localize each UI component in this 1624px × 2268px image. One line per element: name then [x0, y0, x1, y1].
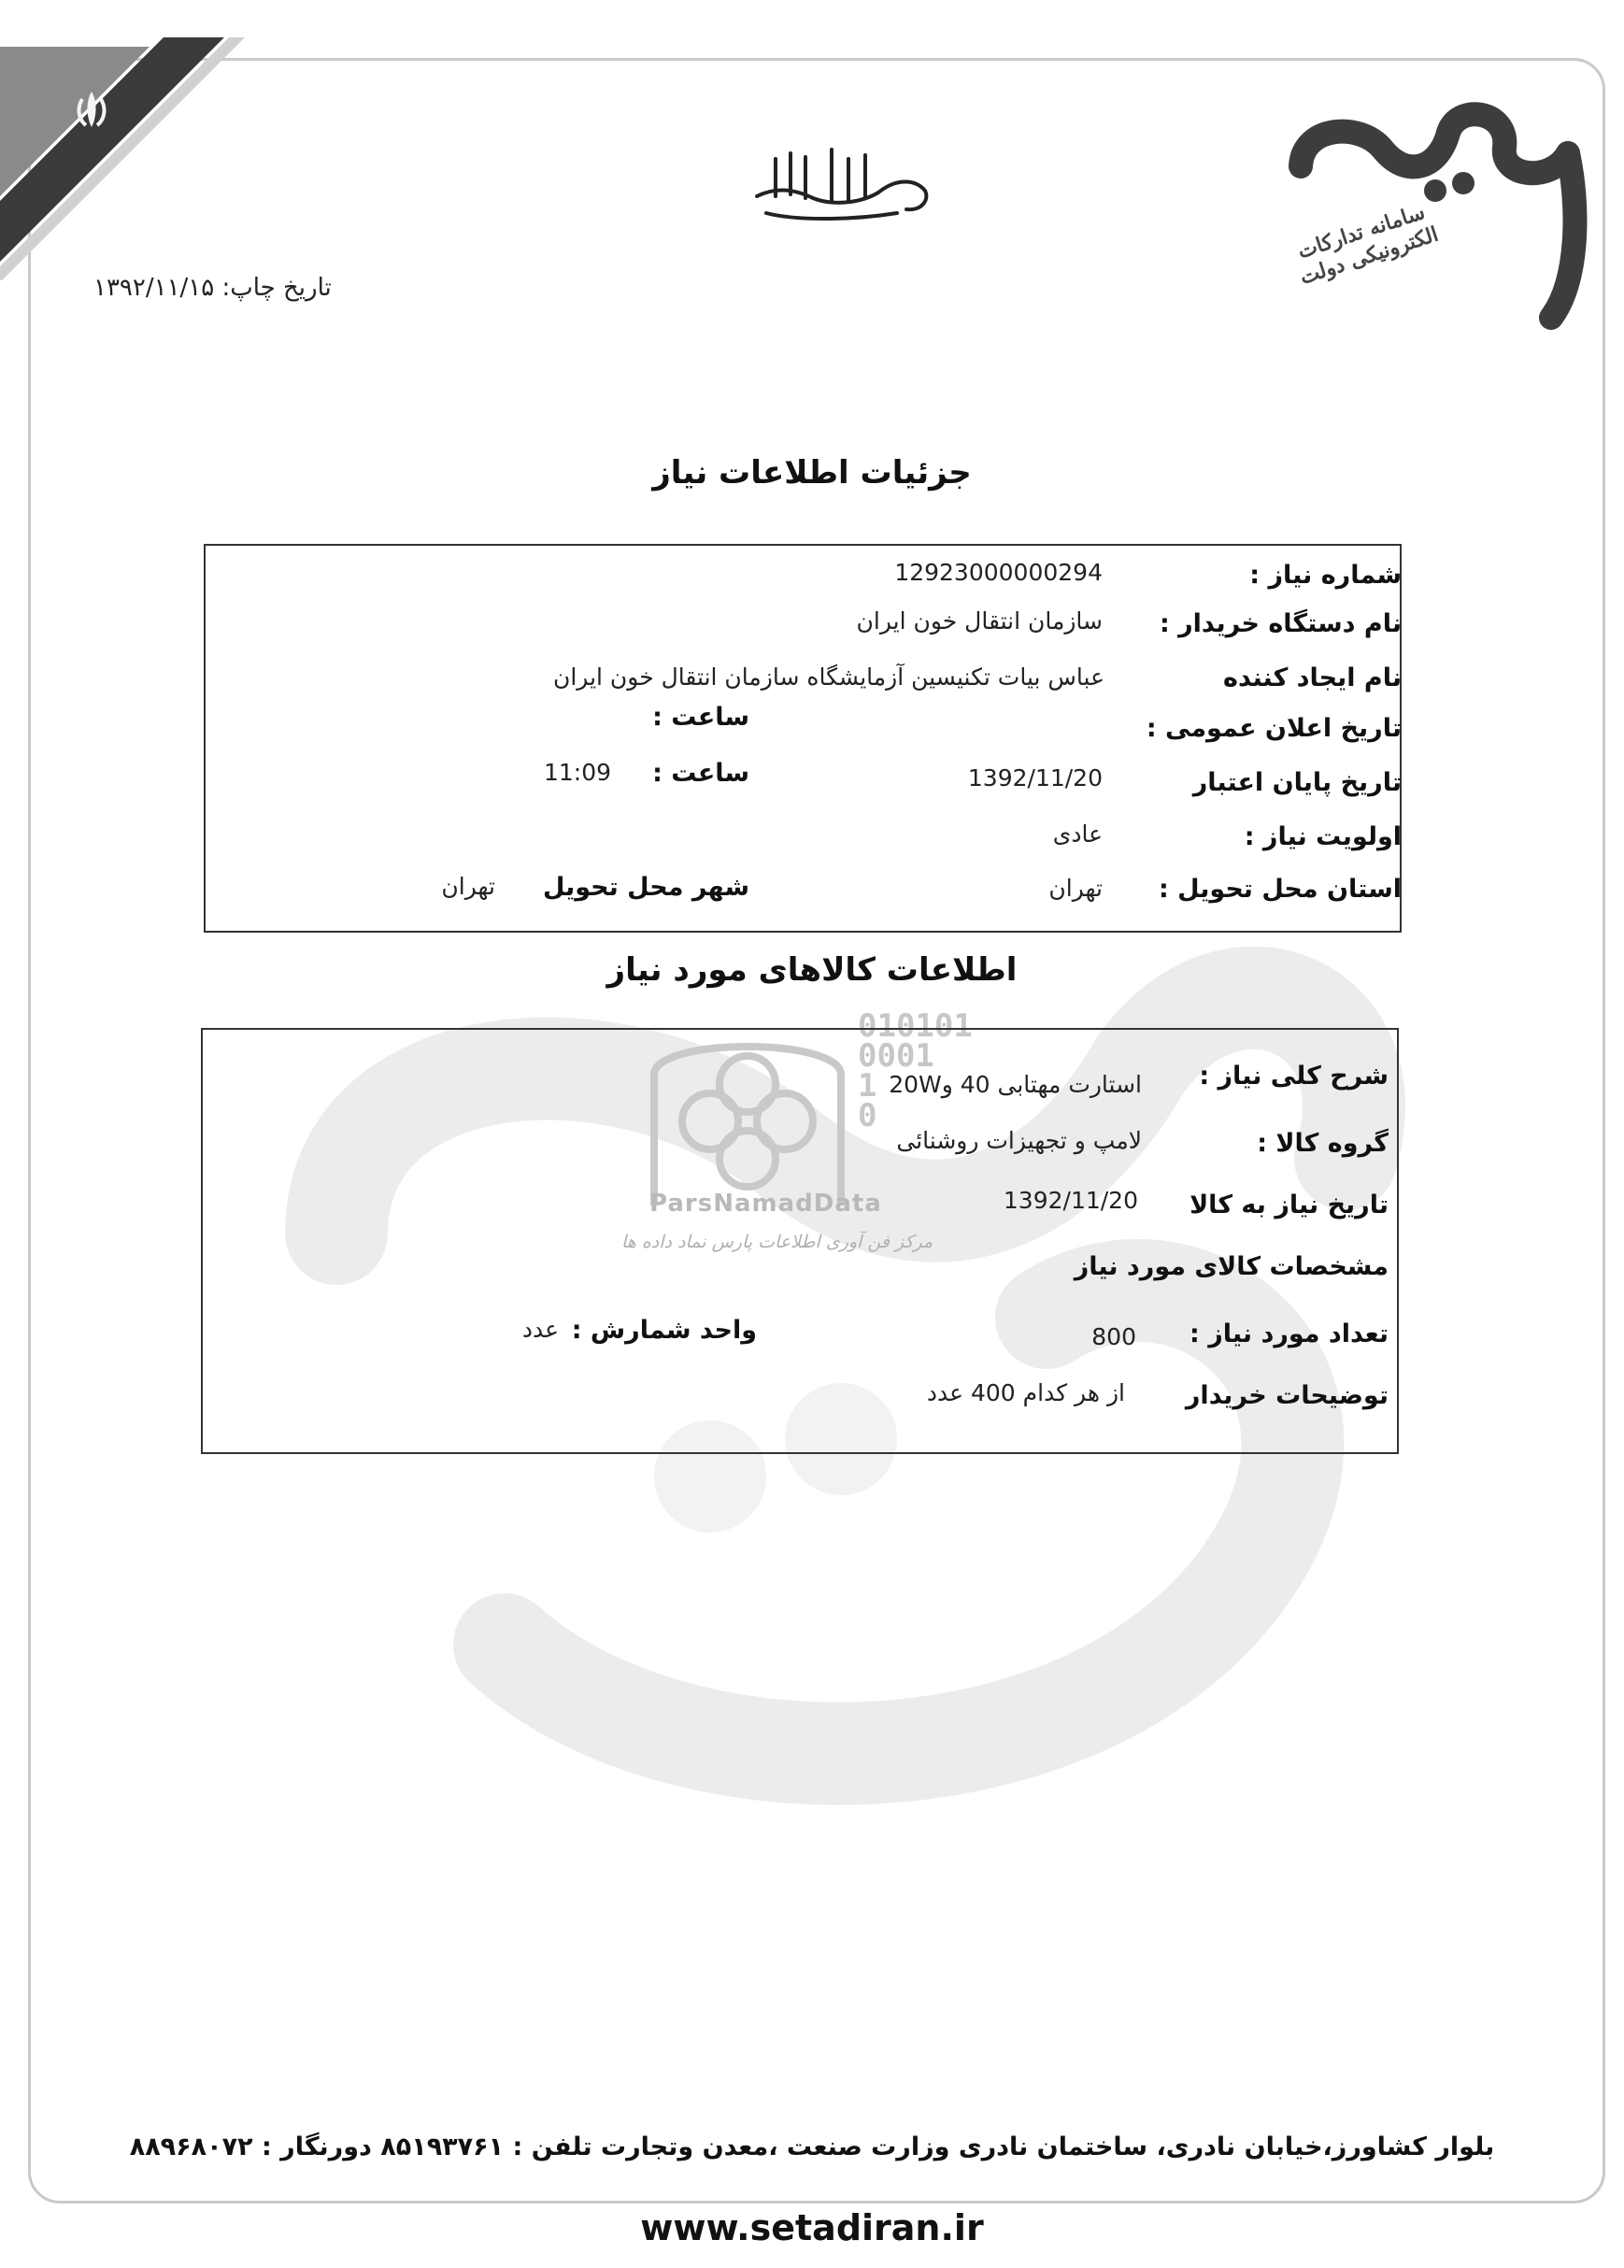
group-value: لامپ و تجهیزات روشنائی [896, 1127, 1142, 1154]
buyer-notes-label: توضیحات خریدار [1185, 1381, 1389, 1410]
section-title-goods-info: اطلاعات کالاهای مورد نیاز [606, 951, 1018, 989]
basmala-calligraphy [738, 131, 944, 234]
qty-label: تعداد مورد نیاز : [1190, 1319, 1389, 1348]
announce-date-label: تاریخ اعلان عمومی : [1146, 714, 1402, 743]
creator-label: نام ایجاد کننده [1223, 663, 1402, 692]
expiry-date-label: تاریخ پایان اعتبار [1192, 768, 1402, 797]
province-label: استان محل تحویل : [1158, 875, 1402, 904]
province-value: تهران [1048, 875, 1103, 902]
watermark-brand: ParsNamadData [649, 1190, 882, 1218]
expiry-time-value: 11:09 [543, 759, 611, 786]
specs-label: مشخصات کالای مورد نیاز [1074, 1252, 1389, 1281]
binary-row: 0001 [858, 1037, 934, 1075]
footer-website-link[interactable]: www.setadiran.ir [640, 2207, 984, 2248]
header-band [0, 37, 392, 280]
binary-row: 1 [858, 1067, 877, 1105]
need-date-label: تاریخ نیاز به کالا [1190, 1191, 1389, 1220]
city-value: تهران [441, 873, 495, 900]
print-date-value: ۱۳۹۲/۱۱/۱۵ [93, 274, 215, 302]
expiry-date-value: 1392/11/20 [967, 764, 1103, 792]
footer-address: بلوار کشاورز،خیابان نادری، ساختمان نادری وزارت صنعت ،معدن وتجارت تلفن : ۸۵۱۹۳۷۶۱ دورنگار : ۸۸۹۶۸۰۷۲ [129, 2132, 1495, 2161]
desc-value: استارت مهتابی 40 و20W [889, 1071, 1142, 1098]
buyer-label: نام دستگاه خریدار : [1159, 609, 1402, 638]
iran-emblem-icon [65, 84, 118, 136]
priority-value: عادی [1052, 820, 1103, 848]
need-date-value: 1392/11/20 [1003, 1187, 1138, 1214]
print-date [93, 274, 332, 302]
expiry-time-label: ساعت : [652, 759, 749, 788]
print-date-label: تاریخ چاپ: [221, 274, 332, 302]
watermark-subtitle: مرکز فن آوری اطلاعات پارس نماد داده ها [621, 1232, 933, 1252]
group-label: گروه کالا : [1257, 1129, 1389, 1158]
announce-time-label: ساعت : [652, 703, 749, 732]
qty-value: 800 [1091, 1323, 1136, 1350]
city-label: شهر محل تحویل [542, 873, 749, 902]
priority-label: اولویت نیاز : [1244, 822, 1402, 851]
buyer-value: سازمان انتقال خون ایران [856, 607, 1103, 635]
buyer-notes-value: از هر کدام 400 عدد [926, 1379, 1125, 1406]
binary-row: 0 [858, 1097, 877, 1134]
section-title-need-details: جزئیات اطلاعات نیاز [652, 454, 972, 492]
binary-row: 010101 [858, 1007, 973, 1045]
logo-caption: سامانه تدارکات الکترونیکی دولت [1294, 199, 1442, 290]
need-number-label: شماره نیاز : [1249, 561, 1402, 590]
need-number-value: 12923000000294 [894, 559, 1103, 586]
desc-label: شرح کلی نیاز : [1199, 1062, 1389, 1091]
creator-value: عباس بیات تکنیسین آزمایشگاه سازمان انتقال خون ایران [552, 663, 1104, 691]
unit-value: عدد [521, 1316, 559, 1343]
unit-label: واحد شمارش : [571, 1316, 757, 1345]
